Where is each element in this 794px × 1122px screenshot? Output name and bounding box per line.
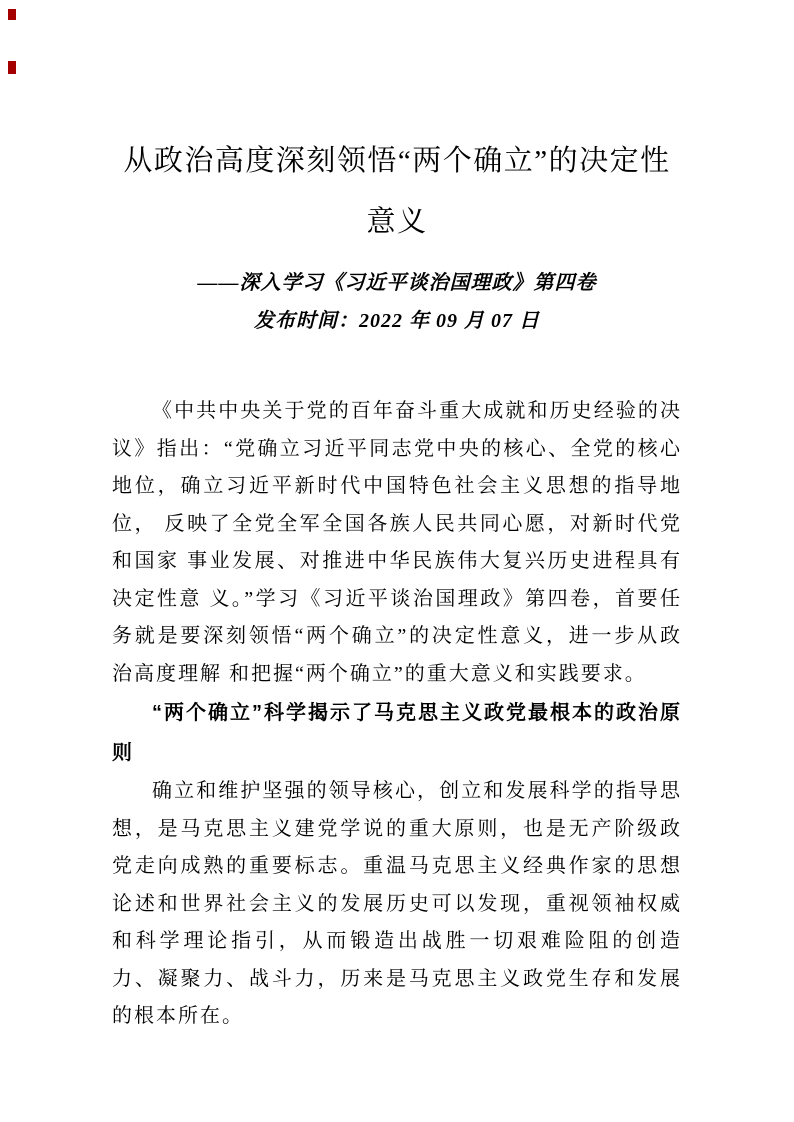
- red-annotation-mark-lower: [8, 61, 16, 74]
- paragraph-2: 确立和维护坚强的领导核心，创立和发展科学的指导思想，是马克思主义建党学说的重大原则，也是无产阶级政党走向成熟的重要标志。重温马克思主义经典作家的思想论述和世界社会主义的发展历史可以发现，重视领袖权威和科学理论指引，从而锻造出战胜一切艰难险阻的创造力、凝聚力、战斗力，历来是马克思主义政党生存和发展的根本所在。: [112, 780, 682, 1027]
- document-title: 从政治高度深刻领悟“两个确立”的决定性意义: [123, 145, 671, 238]
- document-subtitle: ——深入学习《习近平谈治国理政》第四卷: [197, 272, 597, 294]
- red-annotation-mark-top: [8, 9, 16, 20]
- paragraph-1: 《中共中央关于党的百年奋斗重大成就和历史经验的决议》指出：“党确立习近平同志党中央的核心、全党的核心 地位，确立习近平新时代中国特色社会主义思想的指导地位， 反映了全党全军全国各族人民共同心愿，对新时代党和国家 事业发展、对推进中华民族伟大复兴历史进程具有决定性意 义。”学习《习近平谈治国理政》第四卷，首要任务就是要深刻领悟“两个确立”的决定性意义，进一步从政治高度理解 和把握“两个确立”的重大意义和实践要求。: [112, 400, 682, 685]
- publish-date-line: 发布时间：2022 年 09 月 07 日: [254, 310, 540, 332]
- document-content: [112, 0, 682, 1036]
- section-heading: “两个确立”科学揭示了马克思主义政党最根本的政治原则: [112, 702, 682, 764]
